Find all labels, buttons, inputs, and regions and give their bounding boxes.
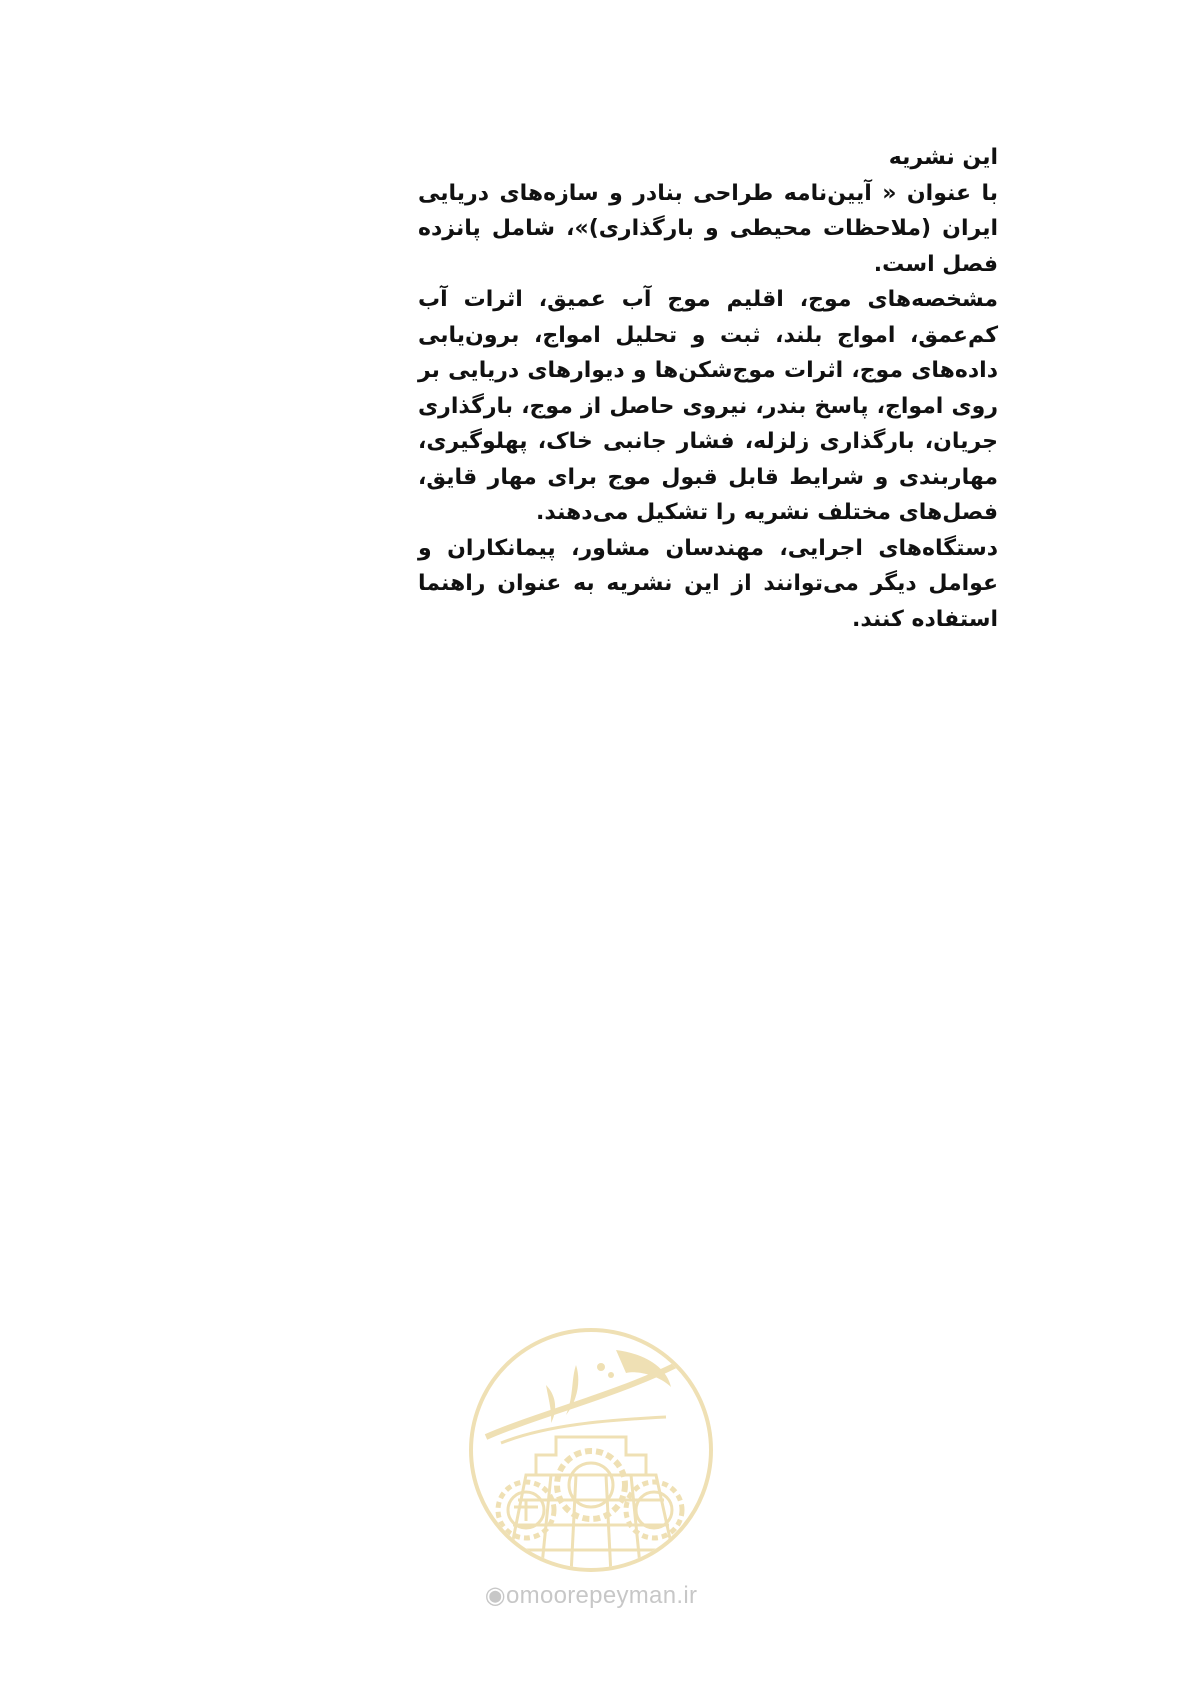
watermark-url	[466, 1581, 716, 1610]
paragraph-title: با عنوان « آیین‌نامه طراحی بنادر و سازه‌های دریایی ایران (ملاحظات محیطی و بارگذاری)»، شامل پانزده فصل است.	[418, 180, 998, 277]
globe-icon: ◉	[484, 1582, 506, 1609]
body-text	[418, 140, 998, 637]
paragraph-audience: دستگاه‌های اجرایی، مهندسان مشاور، پیمانکاران و عوامل دیگر می‌توانند از این نشریه به عنوان راهنما استفاده کنند.	[418, 535, 998, 632]
watermark	[466, 1325, 716, 1610]
paragraph-chapters: مشخصه‌های موج، اقلیم موج آب عمیق، اثرات آب کم‌عمق، امواج بلند، ثبت و تحلیل امواج، برون‌یابی داده‌های موج، اثرات موج‌شکن‌ها و دیوارهای دریایی بر روی امواج، پاسخ بندر، نیروی حاصل از موج، بارگذاری جریان، بارگذاری زلزله، فشار جانبی خاک، پهلوگیری، مهاربندی و شرایط قابل قبول موج برای مهار قایق، فصل‌های مختلف نشریه را تشکیل می‌دهند.	[418, 287, 998, 525]
heading: این نشریه	[888, 145, 998, 170]
watermark-url-text: omoorepeyman.ir	[506, 1582, 698, 1609]
watermark-logo	[466, 1325, 716, 1575]
